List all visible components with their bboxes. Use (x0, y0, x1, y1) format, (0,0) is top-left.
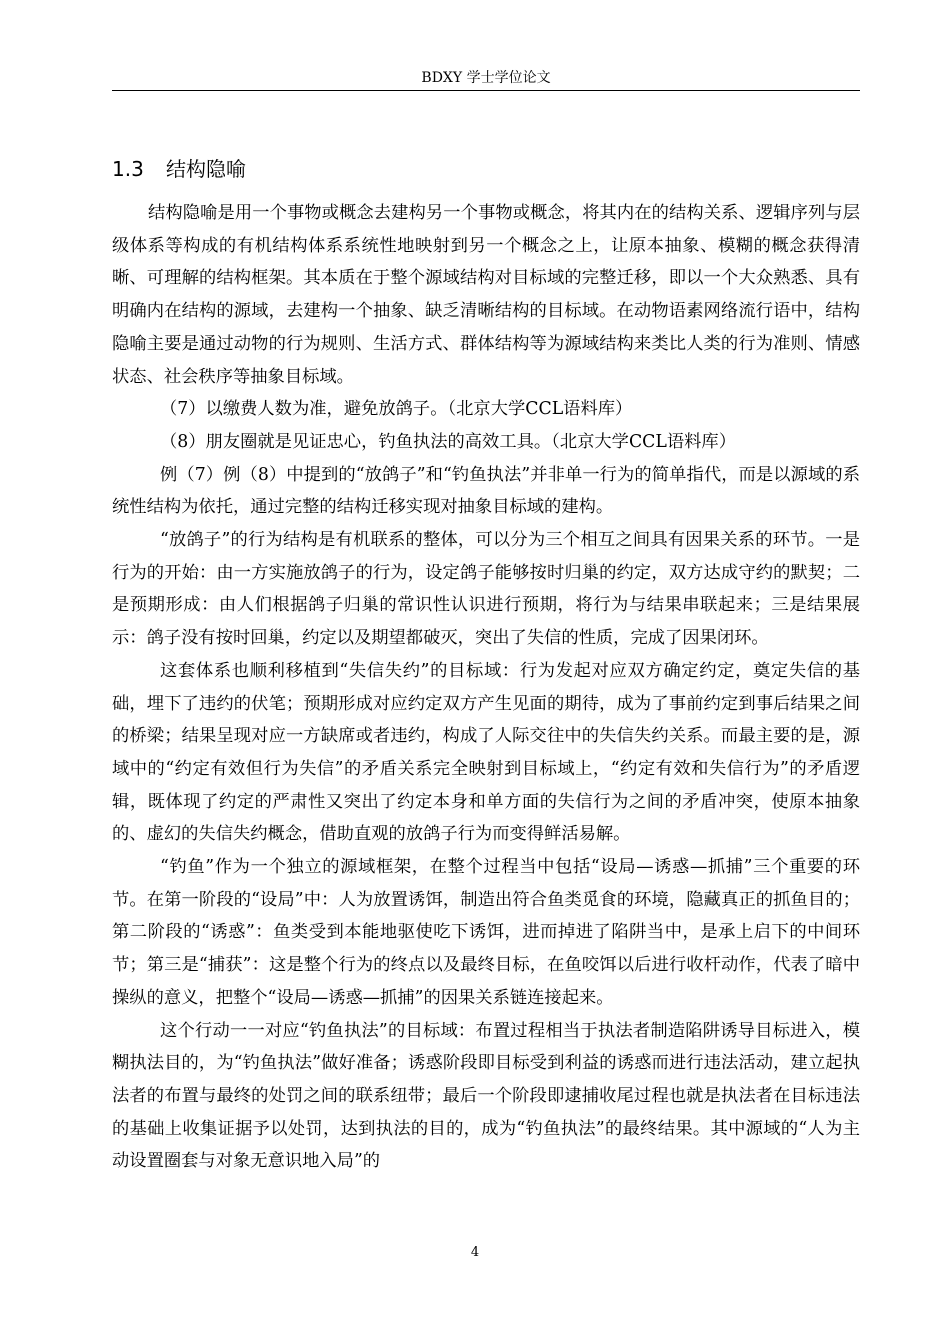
section-number: 1.3 (112, 157, 144, 181)
page-number: 4 (470, 1245, 480, 1260)
paragraph: 这套体系也顺利移植到“失信失约”的目标域：行为发起对应双方确定约定，奠定失信的基础，埋下了违约的伏笔；预期形成对应约定双方产生见面的期待，成为了事前约定到事后结果之间的桥梁；结果呈现对应一方缺席或者违约，构成了人际交往中的失信失约关系。而最主要的是，源域中的“约定有效但行为失信”的矛盾关系完全映射到目标域上，“约定有效和失信行为”的矛盾逻辑，既体现了约定的严肃性又突出了约定本身和单方面的失信行为之间的矛盾冲突，使原本抽象的、虚幻的失信失约概念，借助直观的放鸽子行为而变得鲜活易解。 (112, 660, 860, 845)
example-sentence: （8）朋友圈就是见证忠心，钓鱼执法的高效工具。（北京大学CCL语料库） (160, 431, 736, 452)
example-sentence: （7）以缴费人数为准，避免放鸽子。（北京大学CCL语料库） (160, 399, 633, 420)
section-heading (112, 155, 246, 183)
paragraph: 例（7）例（8）中提到的“放鸽子”和“钓鱼执法”并非单一行为的简单指代，而是以源域的系统性结构为依托，通过完整的结构迁移实现对抽象目标域的建构。 (112, 464, 860, 518)
section-title: 结构隐喻 (166, 157, 246, 181)
paragraph: “放鸽子”的行为结构是有机联系的整体，可以分为三个相互之间具有因果关系的环节。一是行为的开始：由一方实施放鸽子的行为，设定鸽子能够按时归巢的约定，双方达成守约的默契；二是预期形成：由人们根据鸽子归巢的常识性认识进行预期，将行为与结果串联起来；三是结果展示：鸽子没有按时回巢，约定以及期望都破灭，突出了失信的性质，完成了因果闭环。 (112, 530, 860, 649)
paragraph: “钓鱼”作为一个独立的源域框架，在整个过程当中包括“设局—诱惑—抓捕”三个重要的环节。在第一阶段的“设局”中：人为放置诱饵，制造出符合鱼类觅食的环境，隐藏真正的抓鱼目的；第二阶段的“诱惑”：鱼类受到本能地驱使吃下诱饵，进而掉进了陷阱当中，是承上启下的中间环节；第三是“捕获”：这是整个行为的终点以及最终目标，在鱼咬饵以后进行收杆动作，代表了暗中操纵的意义，把整个“设局—诱惑—抓捕”的因果关系链连接起来。 (112, 857, 860, 1008)
header-rule (112, 90, 860, 91)
paragraph: 结构隐喻是用一个事物或概念去建构另一个事物或概念，将其内在的结构关系、逻辑序列与层级体系等构成的有机结构体系系统性地映射到另一个概念之上，让原本抽象、模糊的概念获得清晰、可理解的结构框架。其本质在于整个源域结构对目标域的完整迁移，即以一个大众熟悉、具有明确内在结构的源域，去建构一个抽象、缺乏清晰结构的目标域。在动物语素网络流行语中，结构隐喻主要是通过动物的行为规则、生活方式、群体结构等为源域结构来类比人类的行为准则、情感状态、社会秩序等抽象目标域。 (112, 203, 860, 387)
paragraph: 这个行动一一对应“钓鱼执法”的目标域：布置过程相当于执法者制造陷阱诱导目标进入，模糊执法目的，为“钓鱼执法”做好准备；诱惑阶段即目标受到利益的诱惑而进行违法活动，建立起执法者的布置与最终的处罚之间的联系纽带；最后一个阶段即逮捕收尾过程也就是执法者在目标违法的基础上收集证据予以处罚，达到执法的目的，成为“钓鱼执法”的最终结果。其中源域的“人为主动设置圈套与对象无意识地入局”的 (112, 1020, 860, 1172)
body-text (112, 197, 860, 1178)
running-header: BDXY 学士学位论文 (421, 70, 551, 86)
